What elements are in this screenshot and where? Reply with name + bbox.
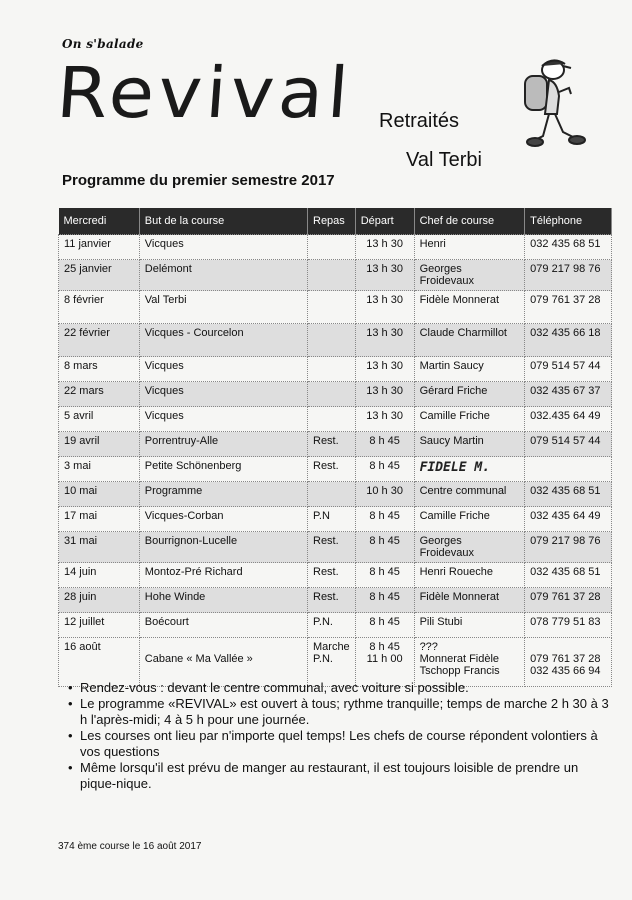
phone-cell: 079 514 57 44 bbox=[525, 357, 612, 382]
destination-cell: Programme bbox=[139, 482, 307, 507]
meal-cell bbox=[308, 324, 356, 357]
phone-cell: 032 435 68 51 bbox=[525, 482, 612, 507]
table-row bbox=[59, 291, 612, 324]
departure-cell: 13 h 30 bbox=[355, 357, 414, 382]
meal-cell: Rest. bbox=[308, 432, 356, 457]
departure-cell: 13 h 30 bbox=[355, 382, 414, 407]
departure-cell: 8 h 45 bbox=[355, 507, 414, 532]
note-item: • Même lorsqu'il est prévu de manger au restaurant, il est toujours loisible de prendre un pique-nique. bbox=[68, 760, 613, 792]
note-item: • Le programme «REVIVAL» est ouvert à tous; rythme tranquille; temps de marche 2 h 30 à 3 h l'après-midi; 4 à 5 h pour une journée. bbox=[68, 696, 613, 728]
date-cell: 3 mai bbox=[59, 457, 140, 482]
departure-cell: 8 h 45 bbox=[355, 532, 414, 563]
phone-cell: 032 435 66 18 bbox=[525, 324, 612, 357]
meal-cell: Rest. bbox=[308, 588, 356, 613]
departure-cell: 13 h 30 bbox=[355, 260, 414, 291]
leader-cell: Gérard Friche bbox=[414, 382, 525, 407]
date-cell: 31 mai bbox=[59, 532, 140, 563]
date-cell: 11 janvier bbox=[59, 235, 140, 260]
table-row bbox=[59, 482, 612, 507]
leader-line: Monnerat Fidèle bbox=[419, 653, 500, 665]
table-row bbox=[59, 563, 612, 588]
phone-cell: 032 435 68 51 bbox=[525, 563, 612, 588]
meal-cell bbox=[308, 260, 356, 291]
destination-cell: Vicques - Courcelon bbox=[139, 324, 307, 357]
departure-cell: 8 h 45 bbox=[355, 432, 414, 457]
destination-cell: Vicques bbox=[139, 235, 307, 260]
phone-cell: 032.435 64 49 bbox=[525, 407, 612, 432]
date-cell: 25 janvier bbox=[59, 260, 140, 291]
phone-cell: 078 779 51 83 bbox=[525, 613, 612, 638]
leader-cell: Georges Froidevaux bbox=[414, 532, 525, 563]
destination-cell: Val Terbi bbox=[139, 291, 307, 324]
departure-cell: 10 h 30 bbox=[355, 482, 414, 507]
leader-line: ??? bbox=[419, 641, 438, 653]
tagline: On s'balade bbox=[62, 37, 144, 51]
table-row bbox=[59, 532, 612, 563]
meal-cell bbox=[308, 357, 356, 382]
meal-cell: Rest. bbox=[308, 563, 356, 588]
departure-cell: 8 h 45 bbox=[355, 457, 414, 482]
hiker-mascot-icon bbox=[505, 52, 605, 152]
table-row bbox=[59, 382, 612, 407]
meal-cell bbox=[308, 407, 356, 432]
column-header: Repas bbox=[308, 208, 356, 235]
meal-line: Marche bbox=[313, 641, 350, 653]
leader-cell: Claude Charmillot bbox=[414, 324, 525, 357]
phone-cell: 079 217 98 76 bbox=[525, 260, 612, 291]
phone-cell bbox=[525, 457, 612, 482]
departure-cell: 13 h 30 bbox=[355, 407, 414, 432]
leader-cell: Centre communal bbox=[414, 482, 525, 507]
phone-cell: 079 514 57 44 bbox=[525, 432, 612, 457]
leader-cell: Fidèle Monnerat bbox=[414, 291, 525, 324]
meal-cell bbox=[308, 235, 356, 260]
departure-line: 11 h 00 bbox=[366, 653, 403, 665]
table-row bbox=[59, 613, 612, 638]
phone-cell: 079 761 37 28 bbox=[525, 291, 612, 324]
footer-note: 374 ème course le 16 août 2017 bbox=[58, 841, 202, 852]
leader-cell: Henri Roueche bbox=[414, 563, 525, 588]
column-header: But de la course bbox=[139, 208, 307, 235]
leader-cell: Camille Friche bbox=[414, 507, 525, 532]
phone-cell: 032 435 68 51 bbox=[525, 235, 612, 260]
date-cell: 22 février bbox=[59, 324, 140, 357]
date-cell: 28 juin bbox=[59, 588, 140, 613]
departure-line: 8 h 45 bbox=[369, 641, 400, 653]
departure-cell: 8 h 45 bbox=[355, 613, 414, 638]
meal-cell bbox=[308, 382, 356, 407]
table-row bbox=[59, 432, 612, 457]
note-item: • Les courses ont lieu par n'importe quel temps! Les chefs de course répondent volontiers à vos questions bbox=[68, 728, 613, 760]
logo: Revival bbox=[53, 52, 356, 134]
date-cell: 10 mai bbox=[59, 482, 140, 507]
date-cell: 5 avril bbox=[59, 407, 140, 432]
destination-cell: Bourrignon-Lucelle bbox=[139, 532, 307, 563]
date-cell: 8 février bbox=[59, 291, 140, 324]
leader-cell: Fidèle Monnerat bbox=[414, 588, 525, 613]
leader-cell: Georges Froidevaux bbox=[414, 260, 525, 291]
phone-cell: 079 761 37 28 bbox=[525, 588, 612, 613]
date-cell: 19 avril bbox=[59, 432, 140, 457]
leader-cell: FIDELE M. bbox=[414, 457, 525, 482]
phone-cell: 032 435 67 37 bbox=[525, 382, 612, 407]
table-row bbox=[59, 457, 612, 482]
column-header: Départ bbox=[355, 208, 414, 235]
meal-cell bbox=[308, 482, 356, 507]
meal-cell: P.N. bbox=[308, 613, 356, 638]
departure-cell: 8 h 45 bbox=[355, 588, 414, 613]
date-cell: 17 mai bbox=[59, 507, 140, 532]
destination-cell: Boécourt bbox=[139, 613, 307, 638]
destination-cell: Hohe Winde bbox=[139, 588, 307, 613]
destination-cell: Vicques bbox=[139, 407, 307, 432]
phone-line: 079 761 37 28 bbox=[530, 653, 601, 665]
leader-cell: Saucy Martin bbox=[414, 432, 525, 457]
departure-cell: 13 h 30 bbox=[355, 235, 414, 260]
column-header: Téléphone bbox=[525, 208, 612, 235]
meal-line: P.N. bbox=[313, 653, 333, 665]
date-cell: 14 juin bbox=[59, 563, 140, 588]
program-title: Programme du premier semestre 2017 bbox=[62, 172, 335, 189]
destination-cell: Vicques bbox=[139, 382, 307, 407]
date-cell: 22 mars bbox=[59, 382, 140, 407]
destination-cell: Vicques bbox=[139, 357, 307, 382]
destination-cell: Petite Schönenberg bbox=[139, 457, 307, 482]
date-cell: 8 mars bbox=[59, 357, 140, 382]
leader-cell: Martin Saucy bbox=[414, 357, 525, 382]
table-row bbox=[59, 407, 612, 432]
leader-cell: Pili Stubi bbox=[414, 613, 525, 638]
table-header-row bbox=[59, 208, 612, 235]
table-row bbox=[59, 507, 612, 532]
table-row bbox=[59, 235, 612, 260]
org-line-1: Retraités bbox=[379, 110, 460, 132]
leader-cell: Henri bbox=[414, 235, 525, 260]
schedule-table bbox=[58, 208, 612, 687]
table-row bbox=[59, 588, 612, 613]
table-row bbox=[59, 260, 612, 291]
column-header: Mercredi bbox=[59, 208, 140, 235]
org-line-2: Val Terbi bbox=[406, 149, 482, 171]
departure-cell: 13 h 30 bbox=[355, 324, 414, 357]
destination-cell: Porrentruy-Alle bbox=[139, 432, 307, 457]
note-item: • Rendez-vous : devant le centre communal, avec voiture si possible. bbox=[68, 680, 613, 696]
date-cell: 12 juillet bbox=[59, 613, 140, 638]
date-cell: 16 août bbox=[59, 638, 140, 687]
leader-line: Tschopp Francis bbox=[419, 665, 500, 677]
phone-cell: 079 217 98 76 bbox=[525, 532, 612, 563]
leader-cell: Camille Friche bbox=[414, 407, 525, 432]
notes-list bbox=[68, 680, 613, 792]
table-row bbox=[59, 324, 612, 357]
meal-cell: P.N bbox=[308, 507, 356, 532]
departure-cell: 8 h 45 bbox=[355, 563, 414, 588]
column-header: Chef de course bbox=[414, 208, 525, 235]
destination-text: Cabane « Ma Vallée » bbox=[144, 653, 253, 665]
destination-cell: Delémont bbox=[139, 260, 307, 291]
departure-cell: 13 h 30 bbox=[355, 291, 414, 324]
meal-cell bbox=[308, 291, 356, 324]
destination-cell: Vicques-Corban bbox=[139, 507, 307, 532]
meal-cell: Rest. bbox=[308, 532, 356, 563]
destination-cell: Montoz-Pré Richard bbox=[139, 563, 307, 588]
phone-cell: 032 435 64 49 bbox=[525, 507, 612, 532]
phone-line: 032 435 66 94 bbox=[530, 665, 601, 677]
table-row bbox=[59, 357, 612, 382]
meal-cell: Rest. bbox=[308, 457, 356, 482]
